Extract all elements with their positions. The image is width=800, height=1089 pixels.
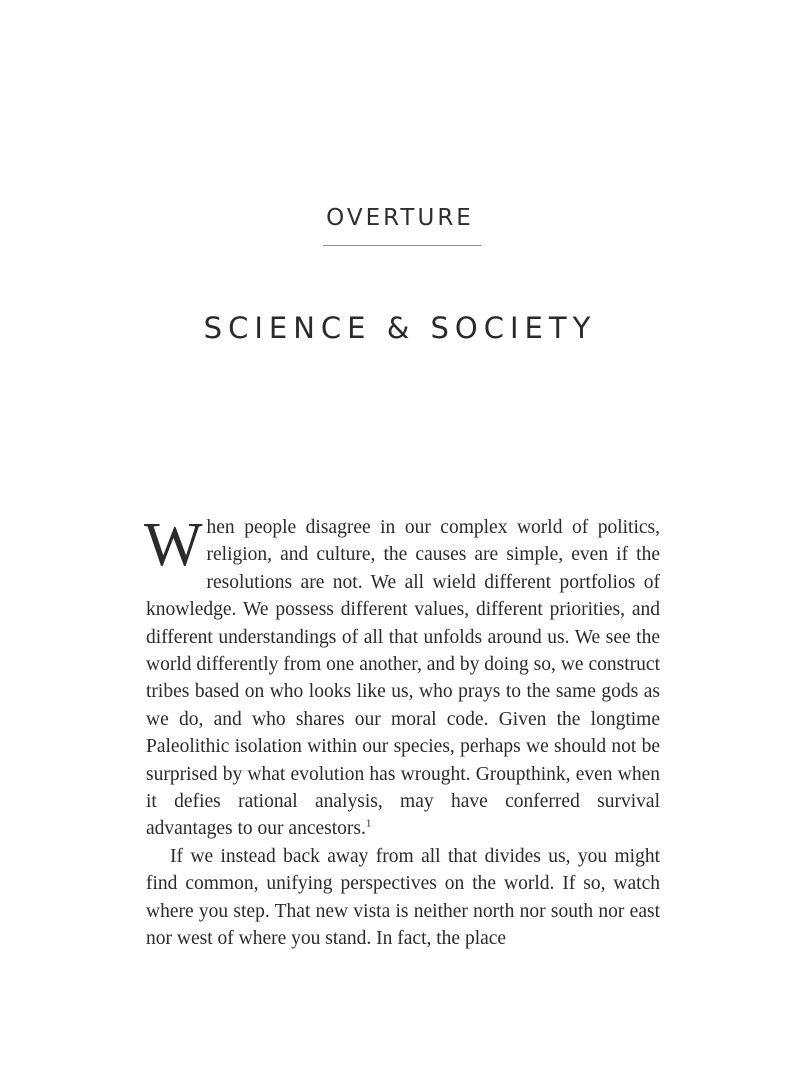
paragraph-2 [146,843,660,953]
chapter-body [144,511,660,953]
chapter-title: SCIENCE & SOCIETY [203,311,597,345]
paragraph-1-text: hen people disagree in our complex world of politics, religion, and culture, the causes are simple, even if the resolutions are not. We all wield different portfolios of knowledge. We possess different values, different priorities, and different understandings of all that unfolds around us. We see the world differently from one another, and by doing so, we construct tribes based on who looks like us, who prays to the same gods as we do, and who shares our moral code. Given the longtime Paleolithic isolation within our species, perhaps we should not be surprised by what evolution has wrought. Groupthink, even when it defies rational analysis, may have conferred survival advantages to our ancestors. [146,517,660,840]
kicker-underline [323,245,481,246]
chapter-kicker: OVERTURE [326,205,474,231]
paragraph-1 [144,511,660,843]
drop-cap: W [144,511,203,579]
paragraph-2-text: If we instead back away from all that divides us, you might find common, unifying perspectives on the world. If so, watch where you step. That new vista is neither north nor south nor east nor west of where you stand. In fact, the place [146,845,660,950]
footnote-marker[interactable]: 1 [365,817,372,830]
